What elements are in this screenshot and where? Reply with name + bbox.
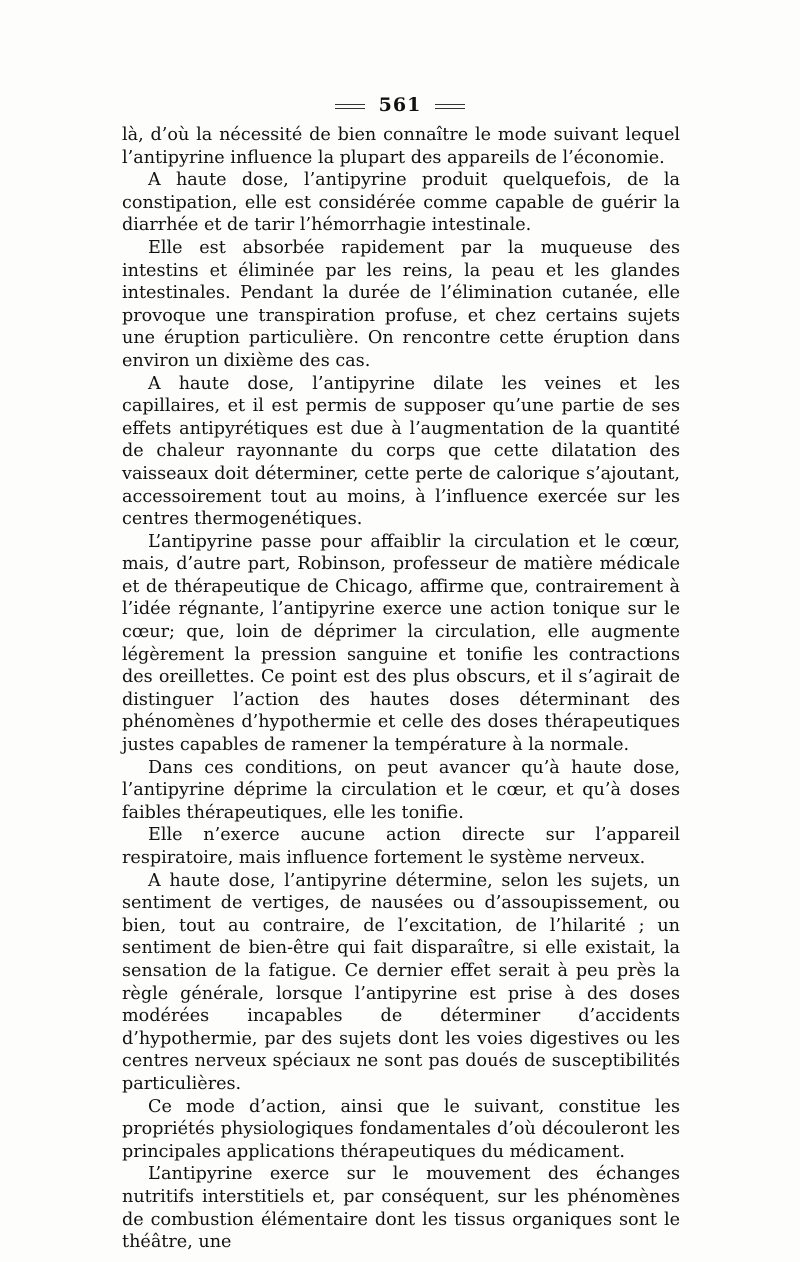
body-text bbox=[122, 124, 680, 1254]
paragraph-2: A haute dose, l’antipyrine produit quelquefois, de la constipation, elle est considérée comme capable de guérir la diarrhée et de tarir l’hémorrhagie intestinale. bbox=[122, 170, 680, 236]
paragraph-6: Dans ces conditions, on peut avancer qu’à haute dose, l’antipyrine déprime la circulation et le cœur, et qu’à doses faibles thérapeutiques, elle les tonifie. bbox=[122, 757, 680, 823]
paragraph-4: A haute dose, l’antipyrine dilate les veines et les capillaires, et il est permis de supposer qu’une partie de ses effets antipyrétiques est due à l’augmentation de la quantité de chaleur rayonnante du corps que cette dilatation des vaisseaux doit déterminer, cette perte de calorique s’ajoutant, accessoirement tout au moins, à l’influence exercée sur les centres thermogenétiques. bbox=[122, 373, 680, 530]
page-number: 561 bbox=[378, 94, 422, 116]
paragraph-1: là, d’où la nécessité de bien connaître le mode suivant lequel l’antipyrine influence la plupart des appareils de l’économie. bbox=[122, 125, 680, 168]
page-number-header bbox=[0, 94, 800, 116]
paragraph-8: A haute dose, l’antipyrine détermine, selon les sujets, un sentiment de vertiges, de nausées ou d’assoupissement, ou bien, tout au contraire, de l’excitation, de l’hilarité ; un sentiment de bien-être qui fait disparaître, si elle existait, la sensation de la fatigue. Ce dernier effet serait à peu près la règle générale, lorsque l’antipyrine est prise à des doses modérées incapables de déterminer d’accidents d’hypothermie, par des sujets dont les voies digestives ou les centres nerveux spéciaux ne sont pas doués de susceptibilités particulières. bbox=[122, 870, 680, 1094]
paragraph-10: L’antipyrine exerce sur le mouvement des échanges nutritifs interstitiels et, par conséquent, sur les phénomènes de combustion élémentaire dont les tissus organiques sont le théâtre, une bbox=[122, 1164, 680, 1253]
paragraph-5: L’antipyrine passe pour affaiblir la circulation et le cœur, mais, d’autre part, Robinson, professeur de matière médicale et de thérapeutique de Chicago, affirme que, contrairement à l’idée régnante, l’antipyrine exerce une action tonique sur le cœur; que, loin de déprimer la circulation, elle augmente légèrement la pression sanguine et tonifie les contractions des oreillettes. Ce point est des plus obscurs, et il s’agirait de distinguer l’action des hautes doses déterminant des phénomènes d’hypothermie et celle des doses thérapeutiques justes capables de ramener la température à la normale. bbox=[122, 531, 680, 756]
paragraph-9: Ce mode d’action, ainsi que le suivant, constitue les propriétés physiologiques fondamentales d’où découleront les principales applications thérapeutiques du médicament. bbox=[122, 1096, 680, 1162]
right-rule bbox=[435, 104, 465, 109]
paragraph-3: Elle est absorbée rapidement par la muqueuse des intestins et éliminée par les reins, la peau et les glandes intestinales. Pendant la durée de l’élimination cutanée, elle provoque une transpiration profuse, et chez certains sujets une éruption particulière. On rencontre cette éruption dans environ un dixième des cas. bbox=[122, 237, 680, 371]
left-rule bbox=[335, 104, 365, 109]
paragraph-7: Elle n’exerce aucune action directe sur l’appareil respiratoire, mais influence fortement le système nerveux. bbox=[122, 825, 680, 868]
